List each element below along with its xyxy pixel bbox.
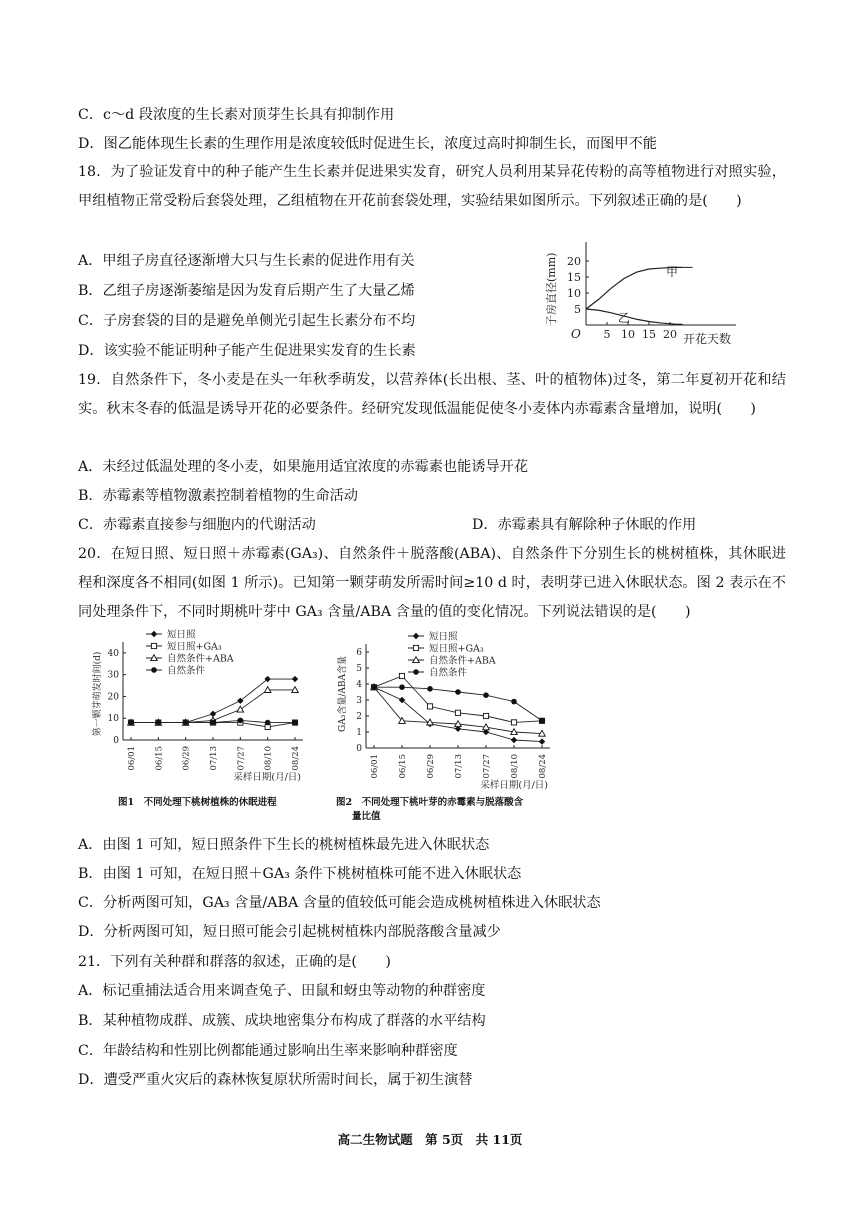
series-label-jia: 甲 [666, 265, 679, 279]
legend-label: 自然条件 [167, 665, 206, 677]
data-point [455, 710, 460, 715]
y-tick-label: 15 [567, 271, 581, 284]
y-tick-label: 6 [356, 648, 362, 658]
y-tick-label: 40 [107, 648, 119, 659]
y-tick-label: 1 [356, 728, 362, 738]
y-tick-label: 5 [356, 664, 362, 674]
q19-option-b: B．赤霉素等植物激素控制着植物的生命活动 [78, 488, 358, 504]
data-point [511, 720, 516, 725]
data-point [511, 737, 517, 743]
data-point [265, 720, 271, 726]
q21-option-d: D．遭受严重火灾后的森林恢复原状所需时间长，属于初生演替 [78, 1072, 473, 1088]
ovary-diameter-chart [536, 232, 766, 350]
data-point [237, 706, 244, 712]
legend-label: 自然条件 [429, 667, 468, 679]
y-axis-label: 第一颗芽萌发时间(d) [93, 651, 103, 737]
x-axis-label: 开花天数 [683, 332, 732, 346]
data-point [210, 720, 216, 726]
x-tick-label: 07/13 [454, 754, 464, 779]
legend-marker [151, 631, 157, 637]
legend-marker [413, 669, 419, 675]
q18-option-b: B．乙组子房逐渐萎缩是因为发育后期产生了大量乙烯 [78, 283, 415, 299]
figure2-caption-line2: 量比值 [352, 811, 381, 822]
legend-label: 短日照 [167, 629, 196, 641]
legend-marker [151, 643, 156, 648]
x-tick-label: 06/01 [370, 754, 380, 779]
legend-label: 自然条件+ABA [167, 653, 234, 665]
y-tick-label: 20 [107, 692, 119, 703]
data-point [455, 689, 461, 695]
q17-option-c: C．c～d 段浓度的生长素对顶芽生长具有抑制作用 [78, 107, 395, 123]
q19-option-a: A．未经过低温处理的冬小麦，如果施用适宜浓度的赤霉素也能诱导开花 [78, 459, 529, 475]
y-tick-label: 4 [356, 680, 362, 690]
data-point [427, 686, 433, 692]
y-tick-label: 5 [574, 303, 581, 316]
data-point [539, 718, 545, 724]
legend-marker [151, 667, 157, 673]
x-tick-label: 07/13 [209, 746, 219, 771]
x-axis-label: 采样日期(月/日) [480, 780, 548, 791]
x-tick-label: 08/10 [263, 746, 274, 771]
series-line-yi [586, 309, 683, 324]
x-tick-label: 06/15 [154, 746, 165, 771]
page-footer: 高二生物试题 第 5页 共 11页 [337, 1132, 523, 1147]
x-tick-label: 07/27 [236, 746, 247, 771]
legend-marker [413, 633, 419, 639]
y-tick-label: 2 [356, 712, 362, 722]
q20-option-c: C．分析两图可知，GA₃ 含量/ABA 含量的值较低可能会造成桃树植株进入休眠状态 [78, 895, 601, 911]
y-tick-label: 0 [356, 744, 362, 754]
y-tick-label: 20 [567, 255, 581, 268]
q18-option-a: A．甲组子房直径逐渐增大只与生长素的促进作用有关 [78, 253, 415, 269]
data-point [156, 720, 162, 726]
data-point [292, 676, 298, 682]
y-tick-label: 10 [107, 714, 119, 725]
q19-option-d: D．赤霉素具有解除种子休眠的作用 [472, 517, 697, 533]
legend-label: 短日照+GA₃ [429, 643, 484, 655]
data-point [399, 684, 405, 690]
x-tick-label: 06/29 [426, 754, 436, 779]
x-tick-label: 07/27 [482, 754, 492, 779]
figure2-caption-line1: 图2 不同处理下桃叶芽的赤霉素与脱落酸含 [336, 797, 524, 808]
ga3-aba-ratio-chart [334, 628, 566, 796]
q21-option-c: C．年龄结构和性别比例都能通过影响出生率来影响种群密度 [78, 1043, 458, 1059]
dormancy-progress-chart [88, 628, 313, 796]
data-point [483, 692, 489, 698]
x-tick-label: 20 [663, 328, 677, 341]
data-point [183, 720, 189, 726]
series-label-yi: 乙 [618, 311, 631, 325]
x-tick-label: 06/01 [127, 746, 137, 771]
x-tick-label: 15 [642, 328, 656, 341]
y-axis-label: GA₃含量/ABA含量 [338, 656, 348, 732]
data-point [210, 711, 216, 717]
data-point [483, 713, 488, 718]
legend-label: 短日照+GA₃ [167, 641, 222, 653]
q17-option-d: D．图乙能体现生长素的生理作用是浓度较低时促进生长，浓度过高时抑制生长，而图甲不能 [78, 136, 657, 152]
origin-label: O [571, 327, 581, 341]
q18-option-d: D．该实验不能证明种子能产生促进果实发育的生长素 [78, 343, 416, 359]
q21-option-b: B．某种植物成群、成簇、成块地密集分布构成了群落的水平结构 [78, 1013, 486, 1029]
q18-option-c: C．子房套袋的目的是避免单侧光引起生长素分布不均 [78, 313, 416, 329]
q19-option-c: C．赤霉素直接参与细胞内的代谢活动 [78, 517, 316, 533]
x-tick-label: 06/15 [398, 754, 408, 779]
q20-stem: 20．在短日照、短日照＋赤霉素(GA₃)、自然条件＋脱落酸(ABA)、自然条件下分别生长的桃树植株，其休眠进程和深度各不相同(如图 1 所示)。已知第一颗芽萌发所需时间≥10 d 时，表明芽已进入休眠状态。图 2 表示在不同处理条件下，不同时期桃叶芽中 GA₃ 含量/ABA 含量的值的变化情况。下列说法错误的是( ) [78, 546, 786, 620]
q21-option-a: A．标记重捕法适合用来调查兔子、田鼠和蚜虫等动物的种群密度 [78, 983, 486, 999]
q20-option-b: B．由图 1 可知，在短日照＋GA₃ 条件下桃树植株可能不进入休眠状态 [78, 866, 522, 882]
x-tick-label: 10 [621, 328, 635, 341]
legend-label: 自然条件+ABA [429, 655, 496, 667]
q19-stem: 19．自然条件下，冬小麦是在头一年秋季萌发，以营养体(长出根、茎、叶的植物体)过冬，第二年夏初开花和结实。秋末冬春的低温是诱导开花的必要条件。经研究发现低温能促使冬小麦体内赤霉素含量增加，说明( ) [78, 372, 786, 417]
data-point [128, 720, 134, 726]
data-point [511, 699, 517, 705]
y-tick-label: 10 [567, 287, 581, 300]
data-point [238, 718, 244, 724]
q18-stem: 18．为了验证发育中的种子能产生生长素并促进果实发育，研究人员利用某异花传粉的高等植物进行对照实验，甲组植物正常受粉后套袋处理，乙组植物在开花前套袋处理，实验结果如图所示。下列叙述正确的是( ) [78, 164, 786, 209]
x-tick-label: 08/24 [291, 746, 301, 771]
x-tick-label: 06/29 [181, 746, 192, 771]
q21-stem: 21．下列有关种群和群落的叙述，正确的是( ) [78, 954, 391, 970]
figure1-caption: 图1 不同处理下桃树植株的休眠进程 [118, 797, 277, 808]
data-point [292, 720, 298, 726]
y-axis-label: 子房直径(mm) [545, 252, 558, 326]
x-axis-label: 采样日期(月/日) [233, 772, 301, 783]
data-point [399, 673, 404, 678]
legend-label: 短日照 [429, 631, 458, 643]
q20-option-d: D．分析两图可知，短日照可能会引起桃树植株内部脱落酸含量减少 [78, 924, 501, 940]
y-tick-label: 0 [113, 736, 119, 746]
y-tick-label: 3 [356, 696, 362, 706]
data-point [539, 738, 545, 744]
q20-option-a: A．由图 1 可知，短日照条件下生长的桃树植株最先进入休眠状态 [78, 837, 490, 853]
data-point [427, 704, 432, 709]
legend-marker [413, 645, 418, 650]
data-point [371, 684, 377, 690]
x-tick-label: 08/24 [538, 754, 548, 779]
y-tick-label: 30 [107, 670, 119, 681]
x-tick-label: 08/10 [510, 754, 520, 779]
x-tick-label: 5 [603, 328, 611, 341]
